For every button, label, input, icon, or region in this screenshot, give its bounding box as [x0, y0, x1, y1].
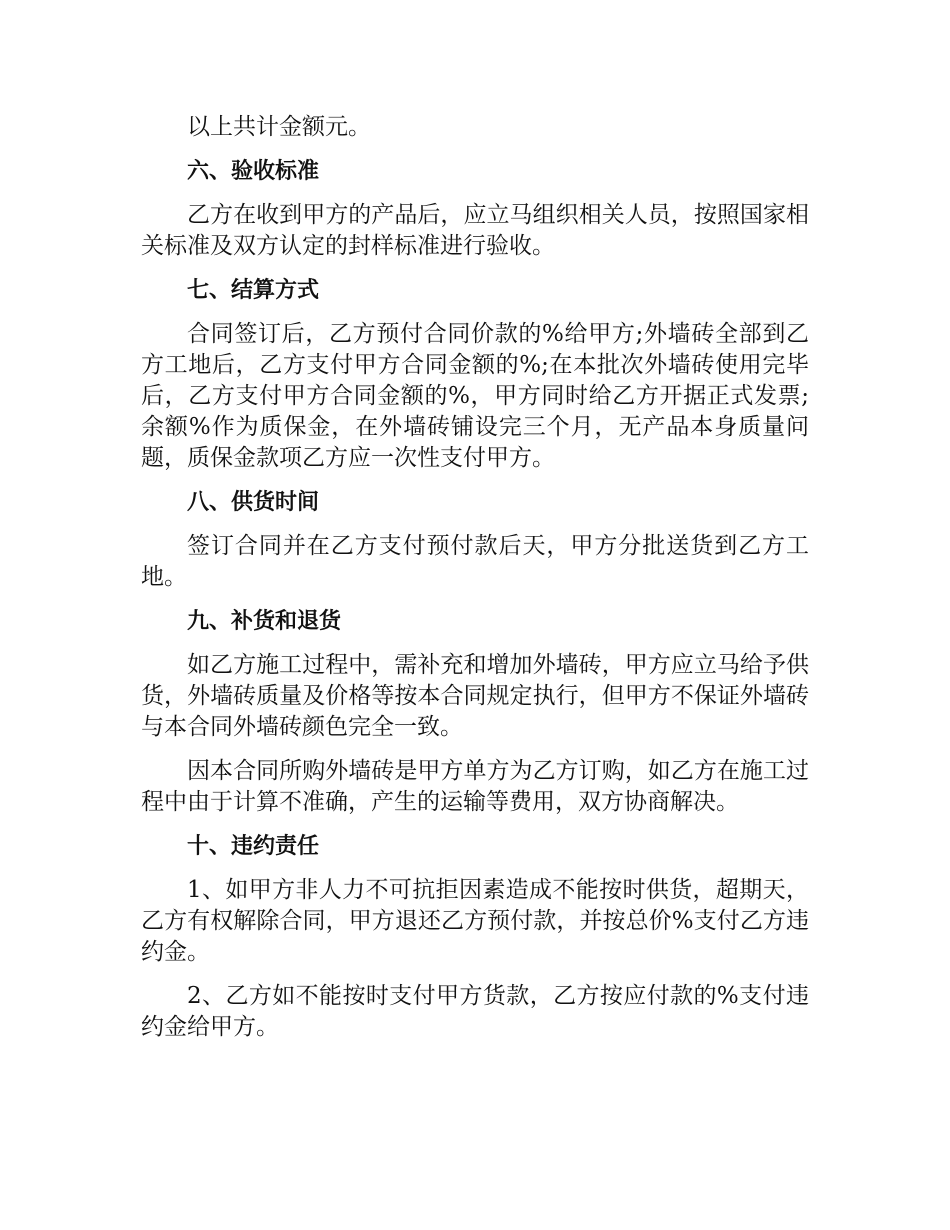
section-heading-liability: 十、违约责任	[187, 834, 320, 859]
settlement-paragraph: 合同签订后，乙方预付合同价款的%给甲方;外墙砖全部到乙方工地后，乙方支付甲方合同金额的%;在本批次外墙砖使用完毕后，乙方支付甲方合同金额的%，甲方同时给乙方开据正式发票;余额%作为质保金，在外墙砖铺设完三个月，无产品本身质量问题，质保金款项乙方应一次性支付甲方。	[141, 321, 809, 471]
acceptance-paragraph: 乙方在收到甲方的产品后，应立马组织相关人员，按照国家相关标准及双方认定的封样标准进行验收。	[141, 202, 809, 259]
section-heading-settlement: 七、结算方式	[187, 278, 320, 303]
return-paragraph: 因本合同所购外墙砖是甲方单方为乙方订购，如乙方在施工过程中由于计算不准确，产生的运输等费用，双方协商解决。	[141, 758, 809, 815]
section-heading-restock-return: 九、补货和退货	[187, 609, 342, 634]
section-heading-delivery-time: 八、供货时间	[187, 490, 320, 515]
liability-paragraph-1: 1、如甲方非人力不可抗拒因素造成不能按时供货，超期天，乙方有权解除合同，甲方退还乙方预付款，并按总价%支付乙方违约金。	[141, 877, 809, 965]
liability-paragraph-2: 2、乙方如不能按时支付甲方货款，乙方按应付款的%支付违约金给甲方。	[141, 983, 809, 1040]
restock-paragraph: 如乙方施工过程中，需补充和增加外墙砖，甲方应立马给予供货，外墙砖质量及价格等按本合同规定执行，但甲方不保证外墙砖与本合同外墙砖颜色完全一致。	[141, 652, 809, 740]
document-page	[141, 112, 809, 1056]
section-heading-acceptance: 六、验收标准	[187, 159, 320, 184]
total-amount-paragraph: 以上共计金额元。	[187, 114, 371, 140]
delivery-time-paragraph: 签订合同并在乙方支付预付款后天，甲方分批送货到乙方工地。	[141, 533, 809, 590]
